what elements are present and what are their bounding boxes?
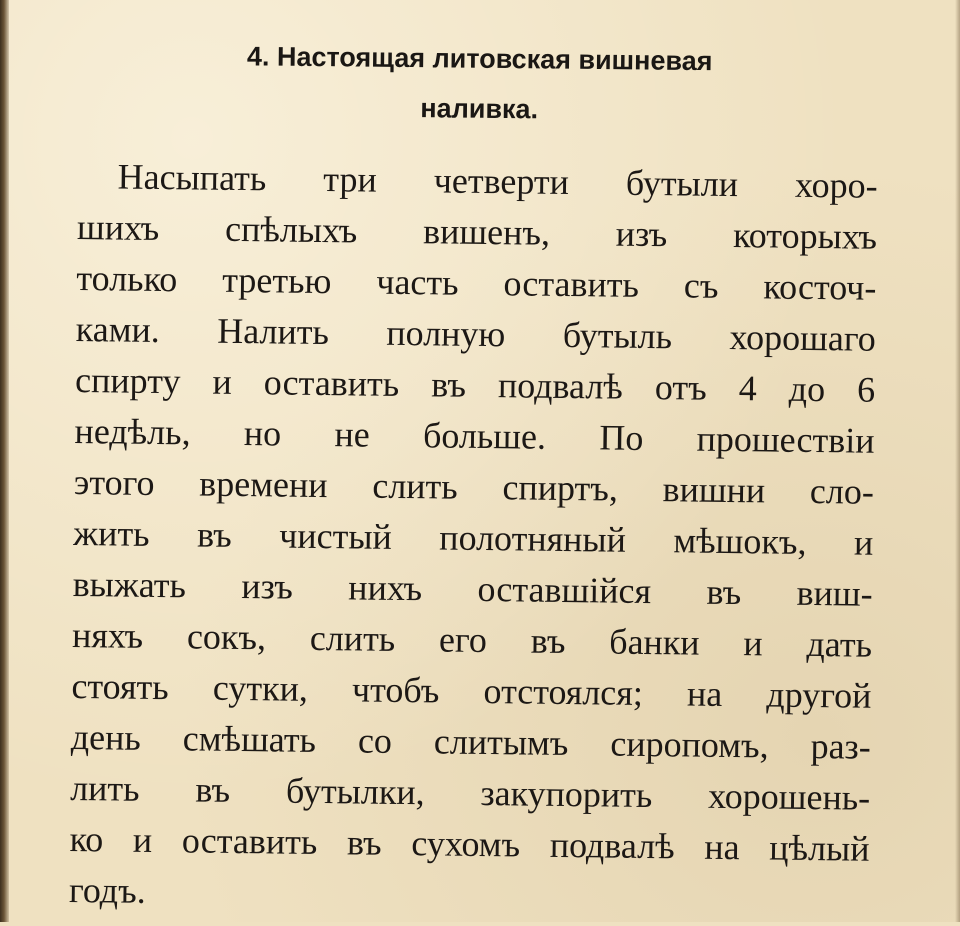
recipe-body-line: только третью часть оставить съ косточ- bbox=[76, 257, 877, 308]
recipe-heading-line: 4. Настоящая литовская вишневая bbox=[246, 41, 713, 77]
recipe-body-line: день смѣшать со слитымъ сиропомъ, раз- bbox=[70, 716, 872, 767]
recipe-heading bbox=[119, 30, 840, 138]
recipe-body-line: выжать изъ нихъ оставшійся въ виш- bbox=[72, 563, 873, 614]
recipe-body-line: стоять сутки, чтобъ отстоялся; на другой bbox=[71, 665, 872, 716]
recipe-body-line: годъ. bbox=[68, 869, 146, 911]
recipe-body-line: шихъ спѣлыхъ вишенъ, изъ которыхъ bbox=[76, 206, 878, 257]
recipe-body-line: лить въ бутылки, закупорить хорошень- bbox=[69, 767, 871, 818]
page-right-edge bbox=[955, 0, 960, 922]
recipe-body-line: няхъ сокъ, слить его въ банки и дать bbox=[71, 614, 873, 665]
recipe-body bbox=[69, 151, 878, 926]
page-binding-edge bbox=[0, 0, 9, 922]
recipe-body-line: недѣль, но не больше. По прошествіи bbox=[74, 410, 875, 461]
recipe-body-line: жить въ чистый полотняный мѣшокъ, и bbox=[73, 512, 874, 563]
recipe-body-line: этого времени слить спиртъ, вишни сло- bbox=[73, 461, 875, 512]
recipe-body-line: ко и оставить въ сухомъ подвалѣ на цѣлый bbox=[69, 818, 870, 869]
recipe-body-line: Насыпать три четверти бутыли хоро- bbox=[117, 156, 878, 206]
recipe-heading-line: наливка. bbox=[420, 93, 539, 125]
recipe-body-line: ками. Налить полную бутыль хорошаго bbox=[75, 308, 877, 359]
recipe-body-line: спирту и оставить въ подвалѣ отъ 4 до 6 bbox=[74, 359, 876, 410]
